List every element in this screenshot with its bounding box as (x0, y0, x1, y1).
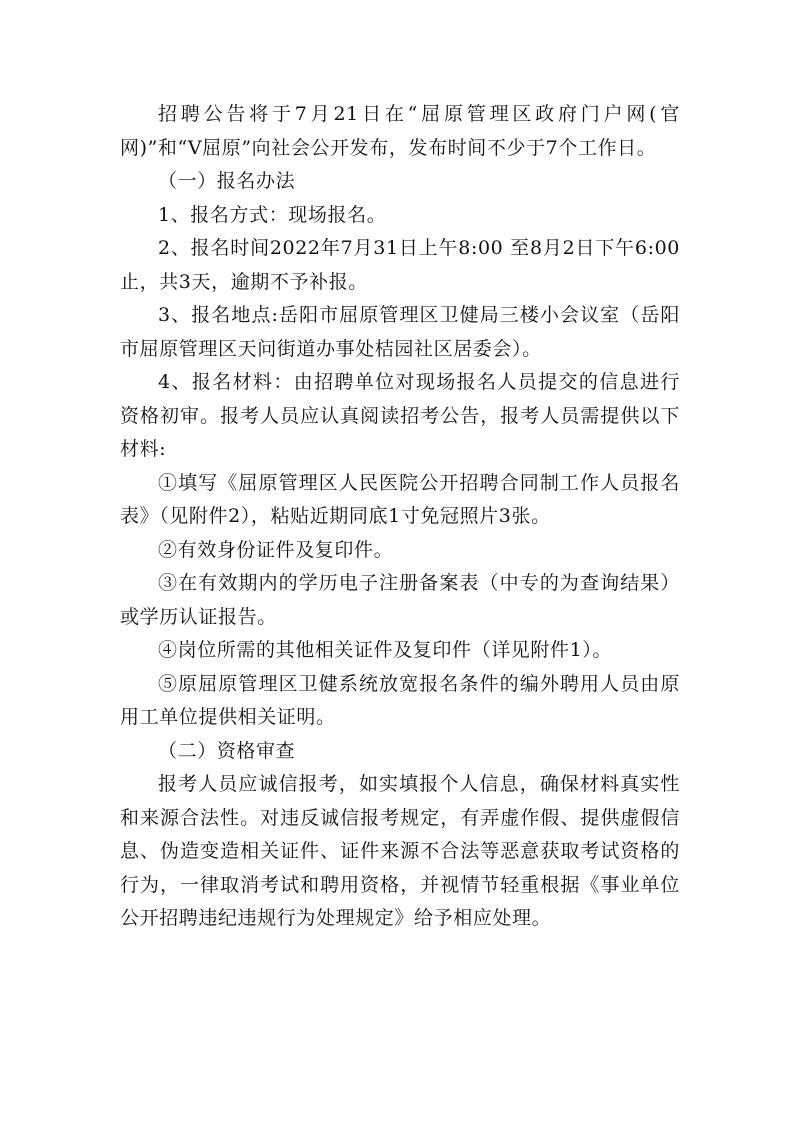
paragraph-publication-notice: 招聘公告将于7月21日在“屈原管理区政府门户网(官网)”和“V屈原”向社会公开发布，发布时间不少于7个工作日。 (120, 103, 680, 159)
list-item-employer-proof: ⑤原屈原管理区卫健系统放宽报名条件的编外聘用人员由原用工单位提供相关证明。 (120, 672, 680, 728)
section-heading-registration: （一）报名办法 (158, 170, 296, 192)
list-item-education-record: ③在有效期内的学历电子注册备案表（中专的为查询结果）或学历认证报告。 (120, 572, 680, 628)
document-body (120, 98, 680, 936)
list-item-application-form: ①填写《屈原管理区人民医院公开招聘合同制工作人员报名表》（见附件2），粘贴近期同底1寸免冠照片3张。 (120, 471, 680, 527)
paragraph-registration-location: 3、报名地点:岳阳市屈原管理区卫健局三楼小会议室（岳阳市屈原管理区天问街道办事处桔园社区居委会）。 (120, 304, 680, 360)
section-heading-qualification-review: （二）资格审查 (158, 739, 296, 762)
paragraph-integrity-requirement: 报考人员应诚信报考，如实填报个人信息，确保材料真实性和来源合法性。对违反诚信报考规定，有弄虚作假、提供虚假信息、伪造变造相关证件、证件来源不合法等恶意获取考试资格的行为，一律取消考试和聘用资格，并视情节轻重根据《事业单位公开招聘违纪违规行为处理规定》给予相应处理。 (120, 773, 680, 929)
paragraph-registration-time: 2、报名时间2022年7月31日上午8:00 至8月2日下午6:00止，共3天，逾期不予补报。 (120, 237, 680, 293)
paragraph-registration-method: 1、报名方式：现场报名。 (158, 203, 387, 226)
paragraph-registration-materials: 4、报名材料：由招聘单位对现场报名人员提交的信息进行资格初审。报考人员应认真阅读招考公告，报考人员需提供以下材料: (120, 371, 680, 460)
list-item-other-certificates: ④岗位所需的其他相关证件及复印件（详见附件1）。 (158, 639, 612, 661)
list-item-id-card: ②有效身份证件及复印件。 (158, 538, 394, 561)
